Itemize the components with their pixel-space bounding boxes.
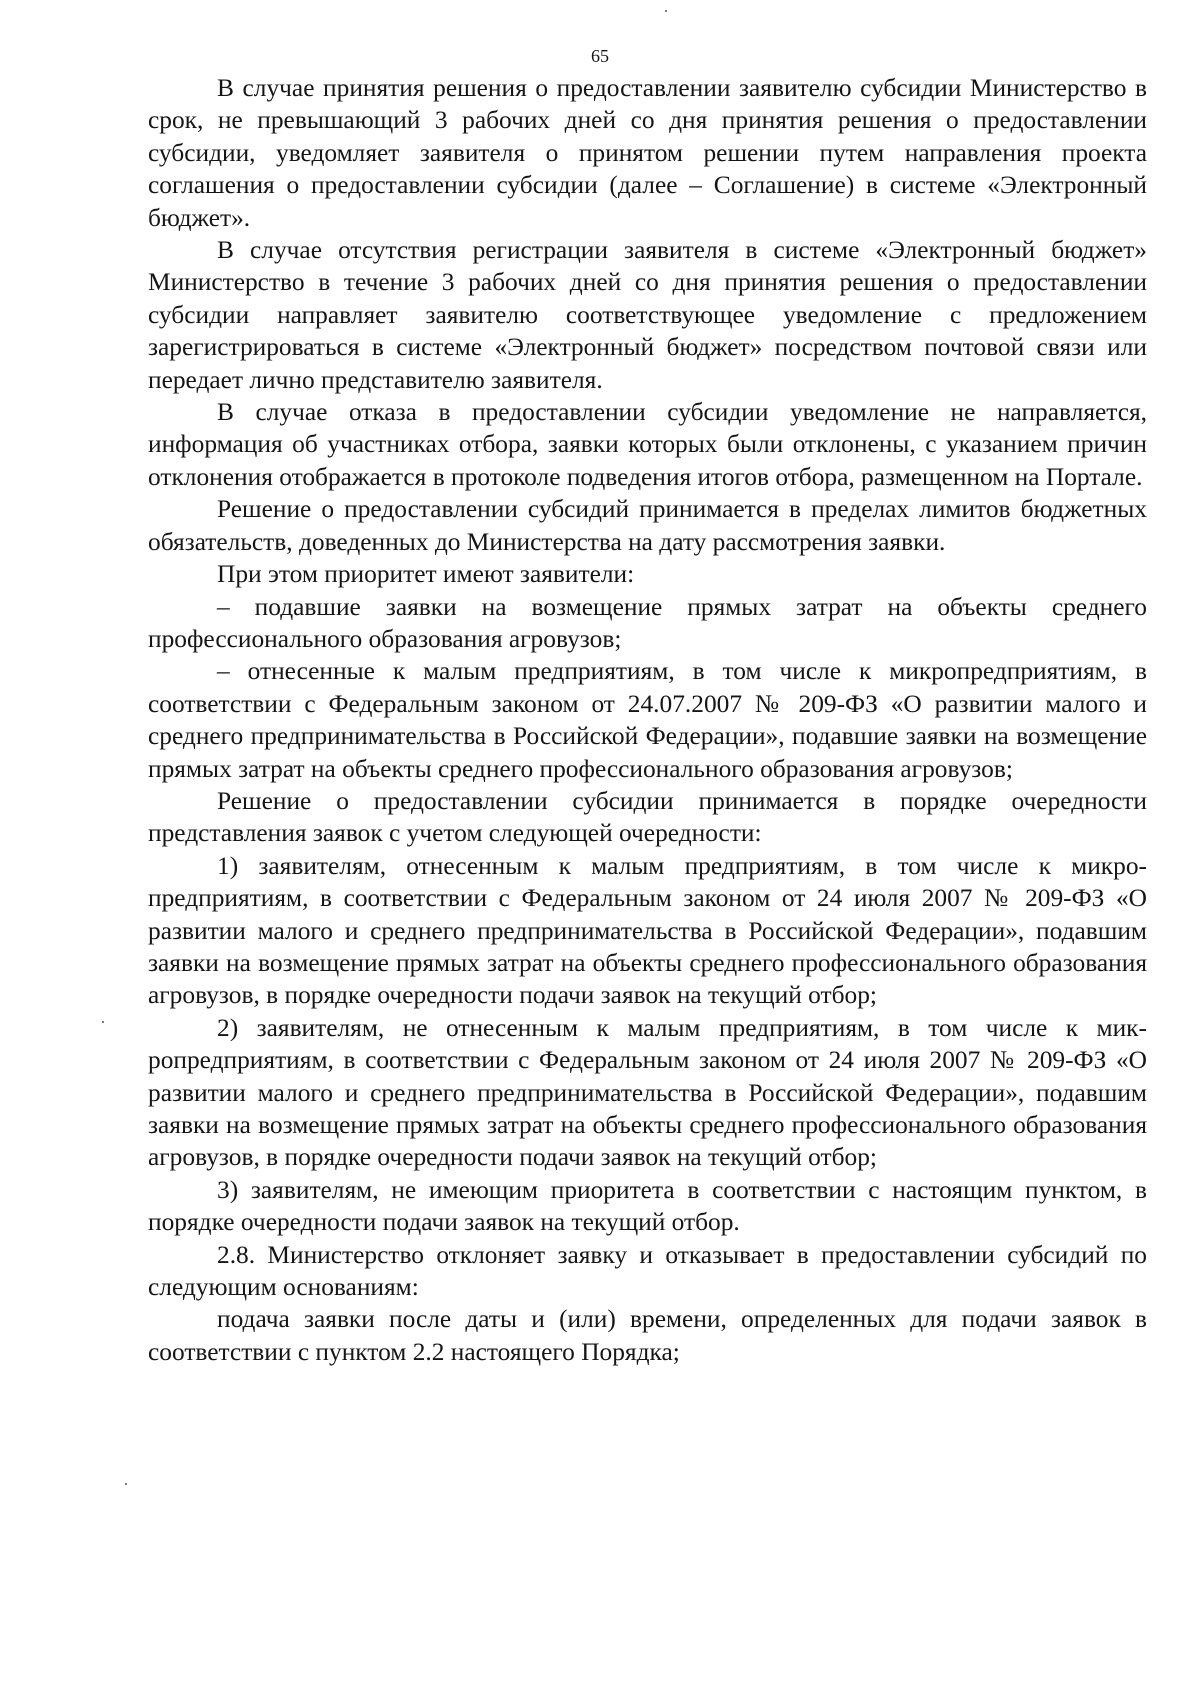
paragraph-registration: В случае отсутствия регистрации заявителя в системе «Электронный бюджет» Министерство в течение 3 рабочих дней со дня принятия решения о предоставлении субсидии направляет заявителю соответствующее уведомление с предложением зарегистрироваться в системе «Электронный бюджет» посредством почтовой связи или передает лично представителю заявителя. xyxy=(148,236,1147,394)
paragraph-priority-item-2: – отнесенные к малым предприятиям, в том числе к микропредприятиям, в соответствии с Федеральным законом от 24.07.2007 № 209-ФЗ «О развитии малого и среднего предпринимательства в Российской Федерации», подавшие заявки на возмещение прямых затрат на объекты среднего профессионального образования агровузов; xyxy=(148,657,1147,783)
scan-speck xyxy=(665,10,667,12)
paragraph-order-2: 2) заявителям, не отнесенным к малым предприятиям, в том числе к микропредприятиям, в соответствии с Федеральным законом от 24 июля 2007 № 209-ФЗ «О развитии малого и среднего предпринимательства в Российской Федерации», подавшим заявки на возмещение прямых затрат на объекты среднего профессионального образования агровузов, в порядке очередности подачи заявок на текущий отбор; xyxy=(148,1013,1147,1172)
paragraph-order-1: 1) заявителям, отнесенным к малым предприятиям, в том числе к микропредприятиям, в соответствии с Федеральным законом от 24 июля 2007 № 209-ФЗ «О развитии малого и среднего предпринимательства в Российской Федерации», подавшим заявки на возмещение прямых затрат на объекты среднего профессионального образования агровузов, в порядке очередности подачи заявок на текущий отбор; xyxy=(148,851,1147,1010)
paragraph-order-intro: Решение о предоставлении субсидии принимается в порядке очередности представления заявок с учетом следующей очередности: xyxy=(148,786,1147,848)
paragraph-ground-1: подача заявки после даты и (или) времени, определенных для подачи заявок в соответствии с пунктом 2.2 настоящего Порядка; xyxy=(148,1305,1147,1366)
paragraph-order-3: 3) заявителям, не имеющим приоритета в соответствии с настоящим пунктом, в порядке очередности подачи заявок на текущий отбор. xyxy=(148,1175,1147,1237)
paragraph-priority-intro: При этом приоритет имеют заявители: xyxy=(217,560,635,589)
document-body xyxy=(148,72,1147,1368)
scan-speck xyxy=(102,1021,104,1023)
page-number: 65 xyxy=(591,46,609,66)
paragraph-section-2-8: 2.8. Министерство отклоняет заявку и отказывает в предоставлении субсидий по следующим основаниям: xyxy=(148,1240,1147,1302)
paragraph-notification: В случае принятия решения о предоставлении заявителю субсидии Министерство в срок, не превышающий 3 рабочих дней со дня принятия решения о предоставлении субсидии, уведомляет заявителя о принятом решении путем направления проекта соглашения о предоставлении субсидии (далее – Соглашение) в системе «Электронный бюджет». xyxy=(148,74,1147,232)
paragraph-priority-item-1: – подавшие заявки на возмещение прямых затрат на объекты среднего профессионального образования агровузов; xyxy=(148,592,1147,653)
paragraph-refusal: В случае отказа в предоставлении субсидии уведомление не направляется, информация об участниках отбора, заявки которых были отклонены, с указанием причин отклонения отображается в протоколе подведения итогов отбора, размещенном на Портале. xyxy=(148,398,1147,491)
paragraph-limits: Решение о предоставлении субсидий принимается в пределах лимитов бюджетных обязательств, доведенных до Министерства на дату рассмотрения заявки. xyxy=(148,495,1147,556)
scan-speck xyxy=(125,1483,127,1485)
